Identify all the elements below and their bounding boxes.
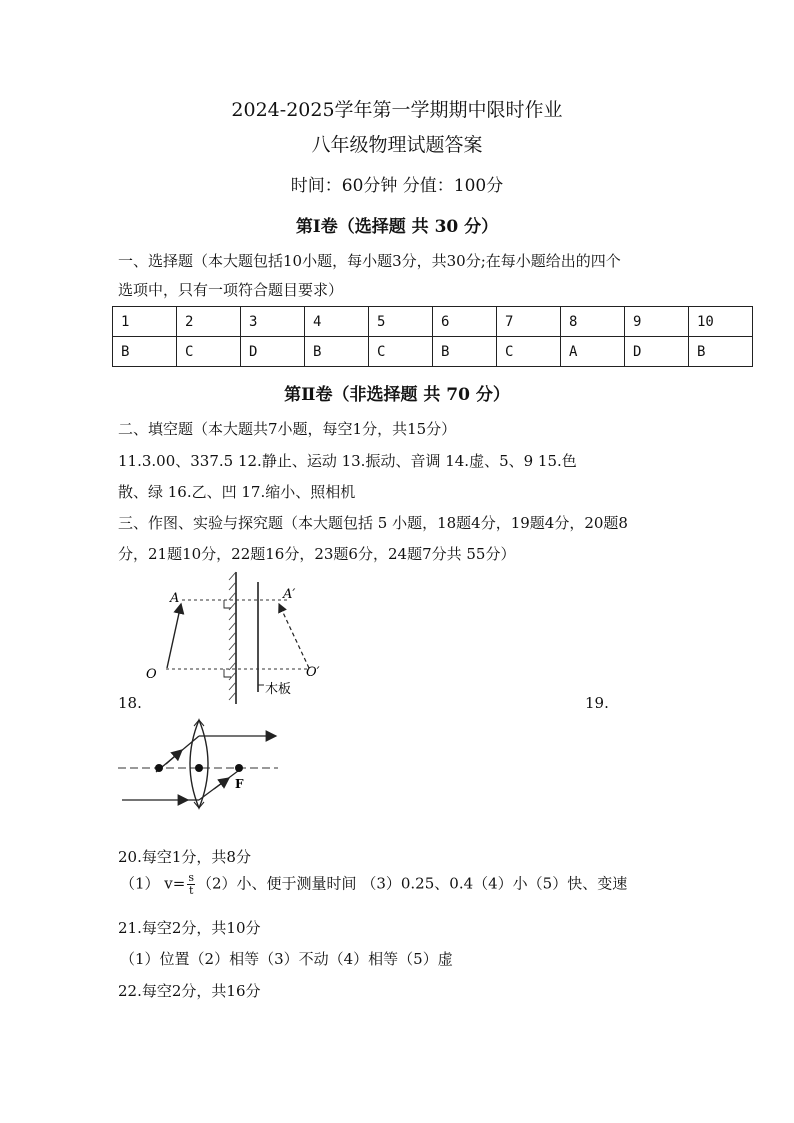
table-cell: B [305, 337, 369, 367]
table-cell: 9 [625, 307, 689, 337]
table-cell: 3 [241, 307, 305, 337]
answer-table [112, 306, 753, 367]
time-info: 时间：60分钟 分值：100分 [290, 176, 504, 196]
table-cell: 4 [305, 307, 369, 337]
fill-heading: 二、填空题（本大题共7小题，每空1分，共15分） [118, 420, 457, 438]
part2-heading: 第Ⅱ卷（非选择题 共 70 分） [284, 385, 510, 405]
q21-heading: 21.每空2分，共10分 [118, 919, 261, 937]
label-f: F [235, 777, 244, 791]
table-cell: 10 [689, 307, 753, 337]
table-cell: 2 [177, 307, 241, 337]
q18-label: 18. [118, 694, 142, 712]
table-cell: 1 [113, 307, 177, 337]
image-arrow [279, 604, 309, 668]
object-arrow [167, 604, 181, 668]
mirror-hatching [229, 572, 236, 704]
table-cell: 8 [561, 307, 625, 337]
speed-fraction [187, 872, 195, 897]
fill-answers-line2: 散、绿 16.乙、凹 17.缩小、照相机 [118, 483, 356, 501]
mirror-diagram [140, 568, 340, 708]
table-cell: B [433, 337, 497, 367]
q20-formula-prefix: （1） v= [120, 874, 186, 893]
q20-answers [120, 872, 627, 897]
fraction-denominator: t [188, 884, 194, 897]
q20-heading: 20.每空1分，共8分 [118, 848, 251, 866]
label-o-prime: O′ [306, 665, 320, 680]
table-cell: B [113, 337, 177, 367]
table-row-answers [113, 337, 753, 367]
fraction-numerator: s [188, 871, 195, 884]
q20-rest: （2）小、便于测量时间 （3）0.25、0.4（4）小（5）快、变速 [197, 874, 628, 893]
part1-heading: 第Ⅰ卷（选择题 共 30 分） [295, 217, 499, 237]
experiment-heading-line1: 三、作图、实验与探究题（本大题包括 5 小题，18题4分，19题4分，20题8 [118, 514, 628, 532]
label-a: A [170, 591, 180, 606]
label-board: 木板 [265, 682, 292, 697]
page-subtitle: 八年级物理试题答案 [311, 134, 483, 156]
part1-instruction-line2: 选项中，只有一项符合题目要求） [118, 281, 344, 299]
label-o: O [146, 667, 157, 682]
table-cell: 7 [497, 307, 561, 337]
part1-instruction-line1: 一、选择题（本大题包括10小题，每小题3分，共30分;在每小题给出的四个 [118, 252, 621, 270]
fill-answers-line1: 11.3.00、337.5 12.静止、运动 13.振动、音调 14.虚、5、9 15.色 [118, 452, 577, 470]
table-cell: 5 [369, 307, 433, 337]
table-cell: C [369, 337, 433, 367]
experiment-heading-line2: 分，21题10分，22题16分，23题6分，24题7分共 55分） [118, 545, 516, 563]
table-cell: C [497, 337, 561, 367]
table-row-numbers [113, 307, 753, 337]
table-cell: D [625, 337, 689, 367]
lens-diagram [116, 716, 282, 812]
label-a-prime: A′ [283, 587, 296, 602]
table-cell: C [177, 337, 241, 367]
q22-heading: 22.每空2分，共16分 [118, 982, 261, 1000]
page-title: 2024-2025学年第一学期期中限时作业 [231, 99, 563, 121]
table-cell: B [689, 337, 753, 367]
q21-answers: （1）位置（2）相等（3）不动（4）相等（5）虚 [120, 950, 453, 968]
table-cell: D [241, 337, 305, 367]
focus-point [235, 764, 243, 772]
q19-label: 19. [585, 694, 609, 712]
table-cell: 6 [433, 307, 497, 337]
table-cell: A [561, 337, 625, 367]
